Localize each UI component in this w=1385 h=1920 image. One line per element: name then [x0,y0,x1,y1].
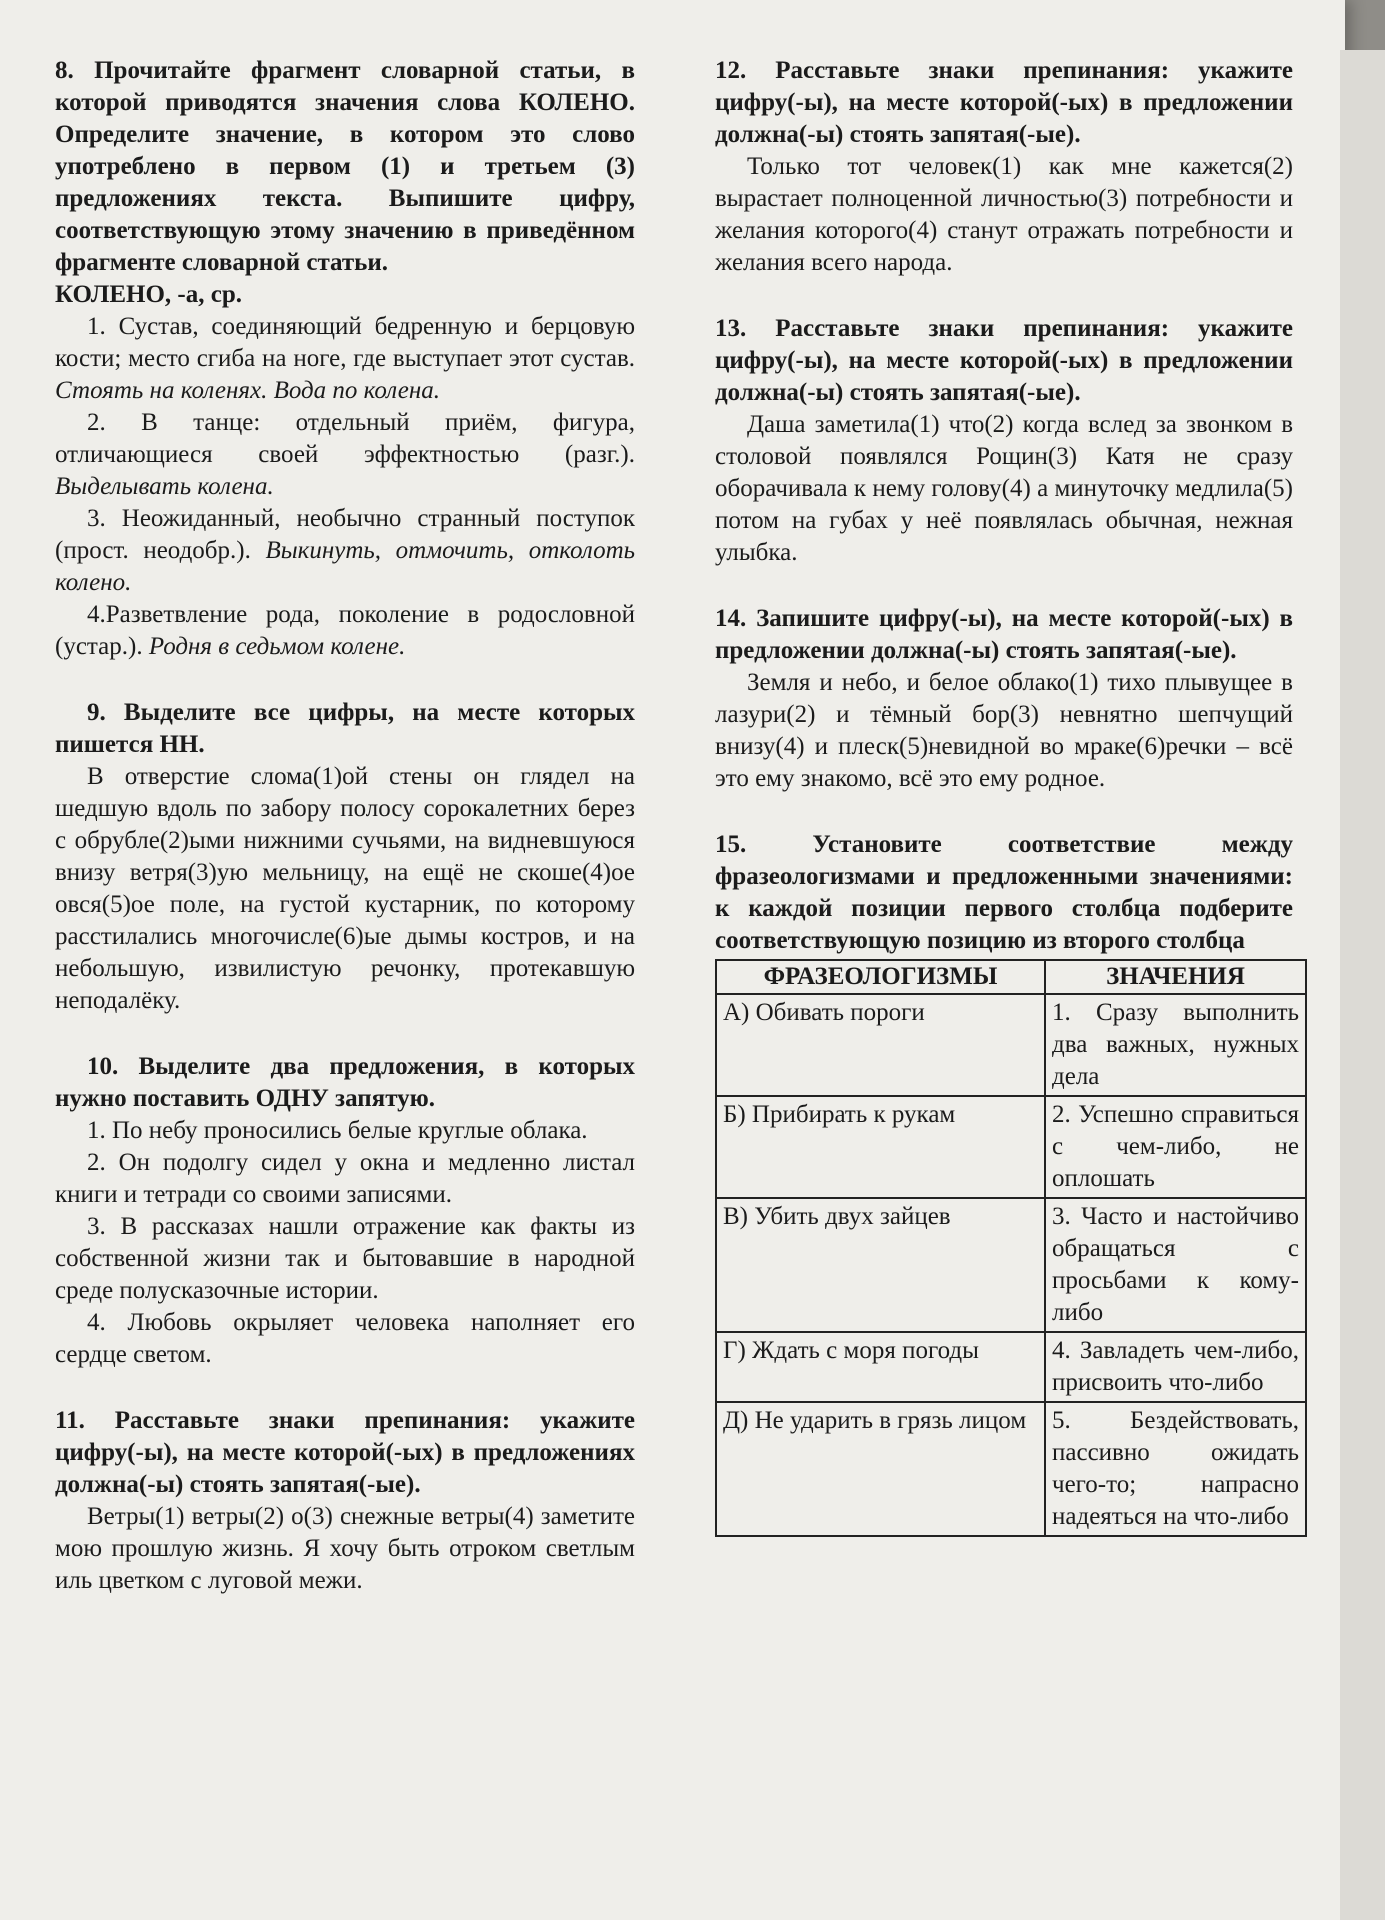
question-8-heading: 8. Прочитайте фрагмент словарной статьи, в которой приводятся значения слова КОЛЕНО. Определите значение, в котором это слово употреблено в первом (1) и третьем (3) предложениях текста. Выпишите цифру, соответствующую этому значению в приведённом фрагменте словарной статьи. [55,57,635,276]
meaning-cell: 5. Бездействовать, пассивно ожидать чего-то; напрасно надеяться на что-либо [1045,1402,1306,1536]
question-10-sentence-3: 3. В рассказах нашли отражение как факты из собственной жизни так и бытовавшие в народной среде полусказочные истории. [55,1213,635,1304]
phraseologism-cell: Г) Ждать с моря погоды [716,1332,1045,1402]
table-row [716,1332,1306,1402]
question-13-text: Даша заметила(1) что(2) когда вслед за звонком в столовой появлялся Рощин(3) Катя не сразу оборачивала к нему голову(4) а минуточку медлила(5) потом на губах у неё появлялась обычная, нежная улыбка. [715,411,1293,566]
question-10-sentence-4: 4. Любовь окрыляет человека наполняет его сердце светом. [55,1309,635,1368]
table-header-meanings: ЗНАЧЕНИЯ [1045,960,1306,994]
phraseologism-cell: Д) Не ударить в грязь лицом [716,1402,1045,1536]
question-9-heading: 9. Выделите все цифры, на месте которых пишется НН. [55,699,635,758]
question-10-sentence-2: 2. Он подолгу сидел у окна и медленно листал книги и тетради со своими записями. [55,1149,635,1208]
meaning-cell: 2. Успешно справиться с чем-либо, не оплошать [1045,1096,1306,1198]
meaning-2-example: Выделывать колена. [55,473,274,500]
dictionary-meaning-4 [55,599,635,663]
question-15 [715,829,1299,1537]
meaning-4-example: Родня в седьмом колене. [148,633,406,660]
table-row [716,1198,1306,1332]
question-15-heading: 15. Установите соответствие между фразеологизмами и предложенными значениями: к каждой позиции первого столбца подберите соответствующую позицию из второго столбца [715,831,1293,954]
question-13-heading: 13. Расставьте знаки препинания: укажите цифру(-ы), на месте которой(-ых) в предложении должна(-ы) стоять запятая(-ые). [715,315,1293,406]
dictionary-meaning-3 [55,503,635,599]
table-row [716,1402,1306,1536]
right-column [715,55,1299,1563]
phraseologism-cell: А) Обивать пороги [716,994,1045,1096]
paper-edge [1340,50,1385,1920]
question-12 [715,55,1293,279]
meaning-1-text: 1. Сустав, соединяющий бедренную и берцовую кости; место сгиба на ноге, где выступает этот сустав. [55,313,635,372]
question-14-heading: 14. Запишите цифру(-ы), на месте которой(-ых) в предложении должна(-ы) стоять запятая(-ые). [715,605,1293,664]
question-11-text: Ветры(1) ветры(2) о(3) снежные ветры(4) заметите мою прошлую жизнь. Я хочу быть отроком светлым иль цветком с луговой межи. [55,1503,635,1594]
meaning-cell: 4. Завладеть чем-либо, присвоить что-либо [1045,1332,1306,1402]
question-14 [715,603,1293,795]
meaning-4-text: 4.Разветвление рода, поколение в родословной (устар.). [55,601,635,660]
question-14-text: Земля и небо, и белое облако(1) тихо плывущее в лазури(2) и тёмный бор(3) невнятно шепчущий внизу(4) и плеск(5)невидной во мраке(6)речки – всё это ему знакомо, всё это ему родное. [715,669,1293,792]
meaning-cell: 3. Часто и настойчиво обращаться с просьбами к кому-либо [1045,1198,1306,1332]
question-9 [55,697,635,1017]
phraseologism-cell: В) Убить двух зайцев [716,1198,1045,1332]
meaning-1-example: Стоять на коленях. Вода по колена. [55,377,441,404]
question-10 [55,1051,635,1371]
meaning-cell: 1. Сразу выполнить два важных, нужных дела [1045,994,1306,1096]
table-header-phraseologisms: ФРАЗЕОЛОГИЗМЫ [716,960,1045,994]
question-12-text: Только тот человек(1) как мне кажется(2) вырастает полноценной личностью(3) потребности и желания которого(4) станут отражать потребности и желания всего народа. [715,153,1293,276]
meaning-3-example: Выкинуть, отмочить, отколоть колено. [55,537,636,596]
question-8 [55,55,635,663]
question-10-heading: 10. Выделите два предложения, в которых нужно поставить ОДНУ запятую. [55,1053,635,1112]
left-column [55,55,635,1623]
phraseologism-cell: Б) Прибирать к рукам [716,1096,1045,1198]
table-row [716,994,1306,1096]
dictionary-entry-headword: КОЛЕНО, -а, ср. [55,281,242,308]
meaning-3-text: 3. Неожиданный, необычно странный поступок (прост. неодобр.). [55,505,635,564]
question-10-sentence-1: 1. По небу проносились белые круглые облака. [87,1117,588,1144]
question-11 [55,1405,635,1597]
question-13 [715,313,1293,569]
question-9-text: В отверстие слома(1)ой стены он глядел на шедшую вдоль по забору полосу сорокалетних берез с обрубле(2)ыми нижними сучьями, на видневшуюся внизу ветря(3)ую мельницу, на ещё не скоше(4)ое овся(5)ое поле, на густой кустарник, по которому расстилались многочисле(6)ые дымы костров, и на небольшую, извилистую речонку, протекавшую неподалёку. [55,763,635,1014]
question-12-heading: 12. Расставьте знаки препинания: укажите цифру(-ы), на месте которой(-ых) в предложении должна(-ы) стоять запятая(-ые). [715,57,1293,148]
dictionary-meaning-1 [55,311,635,407]
meaning-2-text: 2. В танце: отдельный приём, фигура, отличающиеся своей эффектностью (разг.). [55,409,635,468]
table-row [716,1096,1306,1198]
dictionary-meaning-2 [55,407,635,503]
question-11-heading: 11. Расставьте знаки препинания: укажите цифру(-ы), на месте которой(-ых) в предложениях должна(-ы) стоять запятая(-ые). [55,1407,635,1498]
phraseology-table [715,959,1307,1537]
table-header-row [716,960,1306,994]
